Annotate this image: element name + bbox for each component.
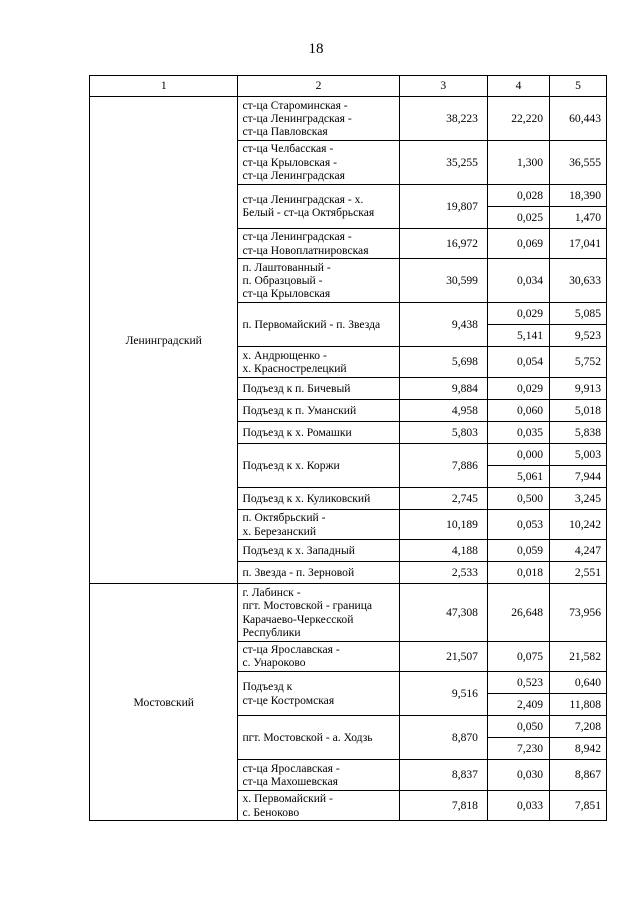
- start-km-value: 0,060: [487, 399, 549, 421]
- end-km-value: 7,851: [550, 790, 607, 821]
- table-header-row: [90, 76, 607, 97]
- road-name: [238, 399, 399, 421]
- road-name-line: ст-ца Махошевская: [242, 775, 338, 789]
- start-km-value: 0,069: [487, 228, 549, 259]
- road-name: [238, 347, 399, 378]
- page-number: 18: [308, 41, 324, 57]
- end-km-value: 21,582: [550, 641, 607, 672]
- road-name-line: ст-ца Староминская -: [242, 98, 348, 112]
- end-km-value: 5,003: [550, 443, 607, 465]
- start-km-value: 1,300: [487, 140, 549, 184]
- end-km-value: 8,867: [550, 760, 607, 791]
- road-name-line: ст-ца Челбасская -: [242, 142, 334, 156]
- start-km-value: 0,029: [487, 377, 549, 399]
- start-km-value: 7,230: [487, 738, 549, 760]
- end-km-value: 5,752: [550, 347, 607, 378]
- length-value: 8,870: [399, 716, 487, 760]
- end-km-value: 4,247: [550, 540, 607, 562]
- road-name: [238, 562, 399, 584]
- road-name-line: ст-ца Ярославская -: [242, 643, 340, 657]
- header-col-1: 1: [90, 76, 238, 97]
- length-value: 16,972: [399, 228, 487, 259]
- road-name-line: Подъезд к х. Куликовский: [242, 491, 371, 505]
- end-km-value: 0,640: [550, 672, 607, 694]
- length-value: 9,438: [399, 303, 487, 347]
- end-km-value: 11,808: [550, 694, 607, 716]
- road-name: [238, 790, 399, 821]
- road-name-line: Подъезд к х. Западный: [242, 544, 356, 558]
- road-name-line: ст-ца Ленинградская -: [242, 230, 352, 244]
- length-value: 4,958: [399, 399, 487, 421]
- length-value: 7,818: [399, 790, 487, 821]
- road-name-line: Подъезд к х. Коржи: [242, 458, 340, 472]
- end-km-value: 2,551: [550, 562, 607, 584]
- road-name: [238, 184, 399, 228]
- length-value: 35,255: [399, 140, 487, 184]
- length-value: 9,884: [399, 377, 487, 399]
- road-name-line: ст-ца Новоплатнировская: [242, 243, 369, 257]
- road-name-line: п. Октябрьский -: [242, 511, 326, 525]
- length-value: 5,803: [399, 421, 487, 443]
- road-name-line: п. Звезда - п. Зерновой: [242, 566, 355, 580]
- length-value: 2,745: [399, 487, 487, 509]
- road-name: [238, 540, 399, 562]
- road-name-line: х. Березанский: [242, 524, 317, 538]
- road-name-line: ст-це Костромская: [242, 693, 335, 707]
- length-value: 30,599: [399, 259, 487, 303]
- start-km-value: 0,523: [487, 672, 549, 694]
- start-km-value: 0,029: [487, 303, 549, 325]
- start-km-value: 0,500: [487, 487, 549, 509]
- header-col-5: 5: [550, 76, 607, 97]
- road-name: [238, 140, 399, 184]
- start-km-value: 0,018: [487, 562, 549, 584]
- header-col-2: 2: [238, 76, 399, 97]
- region-name: Мостовский: [90, 584, 238, 821]
- road-name-line: пгт. Мостовской - а. Ходзь: [242, 731, 373, 745]
- start-km-value: 0,025: [487, 206, 549, 228]
- road-name: [238, 421, 399, 443]
- road-name: [238, 97, 399, 141]
- end-km-value: 5,018: [550, 399, 607, 421]
- start-km-value: 26,648: [487, 584, 549, 641]
- end-km-value: 60,443: [550, 97, 607, 141]
- end-km-value: 9,523: [550, 325, 607, 347]
- road-name: [238, 487, 399, 509]
- start-km-value: 0,034: [487, 259, 549, 303]
- end-km-value: 73,956: [550, 584, 607, 641]
- region-name: Ленинградский: [90, 97, 238, 584]
- road-name-line: Подъезд к: [242, 680, 293, 694]
- end-km-value: 9,913: [550, 377, 607, 399]
- end-km-value: 18,390: [550, 184, 607, 206]
- length-value: 21,507: [399, 641, 487, 672]
- start-km-value: 0,053: [487, 509, 549, 540]
- end-km-value: 36,555: [550, 140, 607, 184]
- start-km-value: 2,409: [487, 694, 549, 716]
- road-name-line: Подъезд к п. Уманский: [242, 403, 357, 417]
- start-km-value: 0,028: [487, 184, 549, 206]
- road-name-line: ст-ца Ярославская -: [242, 761, 340, 775]
- length-value: 47,308: [399, 584, 487, 641]
- end-km-value: 5,838: [550, 421, 607, 443]
- road-name-line: г. Лабинск -: [242, 585, 301, 599]
- start-km-value: 5,141: [487, 325, 549, 347]
- end-km-value: 8,942: [550, 738, 607, 760]
- length-value: 8,837: [399, 760, 487, 791]
- end-km-value: 5,085: [550, 303, 607, 325]
- road-name: [238, 760, 399, 791]
- road-name: [238, 377, 399, 399]
- road-name: [238, 716, 399, 760]
- road-name-line: Карачаево-Черкесской: [242, 612, 354, 626]
- length-value: 19,807: [399, 184, 487, 228]
- road-name: [238, 641, 399, 672]
- road-name-line: Белый - ст-ца Октябрьская: [242, 206, 375, 220]
- end-km-value: 7,208: [550, 716, 607, 738]
- start-km-value: 0,054: [487, 347, 549, 378]
- start-km-value: 0,030: [487, 760, 549, 791]
- road-name-line: п. Первомайский - п. Звезда: [242, 318, 381, 332]
- end-km-value: 30,633: [550, 259, 607, 303]
- road-name-line: х. Краснострелецкий: [242, 362, 347, 376]
- end-km-value: 1,470: [550, 206, 607, 228]
- road-name-line: х. Первомайский -: [242, 792, 333, 806]
- roads-table: [89, 75, 607, 821]
- road-name: [238, 509, 399, 540]
- road-name-line: ст-ца Ленинградская - х.: [242, 192, 364, 206]
- length-value: 5,698: [399, 347, 487, 378]
- road-name: [238, 584, 399, 641]
- start-km-value: 0,059: [487, 540, 549, 562]
- road-name: [238, 259, 399, 303]
- road-name: [238, 672, 399, 716]
- road-name-line: х. Андрющенко -: [242, 348, 327, 362]
- header-col-3: 3: [399, 76, 487, 97]
- length-value: 2,533: [399, 562, 487, 584]
- road-name-line: ст-ца Ленинградская -: [242, 111, 352, 125]
- start-km-value: 22,220: [487, 97, 549, 141]
- end-km-value: 10,242: [550, 509, 607, 540]
- road-name: [238, 228, 399, 259]
- road-name-line: ст-ца Ленинградская: [242, 168, 345, 182]
- end-km-value: 7,944: [550, 465, 607, 487]
- header-col-4: 4: [487, 76, 549, 97]
- start-km-value: 0,033: [487, 790, 549, 821]
- road-name-line: ст-ца Крыловская -: [242, 155, 337, 169]
- end-km-value: 3,245: [550, 487, 607, 509]
- start-km-value: 0,000: [487, 443, 549, 465]
- table-row: [90, 97, 607, 141]
- road-name-line: с. Беноково: [242, 805, 300, 819]
- length-value: 4,188: [399, 540, 487, 562]
- length-value: 38,223: [399, 97, 487, 141]
- length-value: 9,516: [399, 672, 487, 716]
- start-km-value: 0,075: [487, 641, 549, 672]
- start-km-value: 0,050: [487, 716, 549, 738]
- road-name: [238, 443, 399, 487]
- road-name-line: ст-ца Крыловская: [242, 287, 331, 301]
- road-name-line: Республики: [242, 625, 301, 639]
- road-name-line: пгт. Мостовской - граница: [242, 599, 373, 613]
- road-name-line: Подъезд к п. Бичевый: [242, 381, 351, 395]
- table-row: [90, 584, 607, 641]
- start-km-value: 5,061: [487, 465, 549, 487]
- road-name-line: п. Лаштованный -: [242, 260, 331, 274]
- road-name: [238, 303, 399, 347]
- start-km-value: 0,035: [487, 421, 549, 443]
- length-value: 10,189: [399, 509, 487, 540]
- road-name-line: п. Образцовый -: [242, 274, 323, 288]
- road-name-line: ст-ца Павловская: [242, 125, 328, 139]
- end-km-value: 17,041: [550, 228, 607, 259]
- road-name-line: с. Унароково: [242, 656, 306, 670]
- road-name-line: Подъезд к х. Ромашки: [242, 425, 352, 439]
- length-value: 7,886: [399, 443, 487, 487]
